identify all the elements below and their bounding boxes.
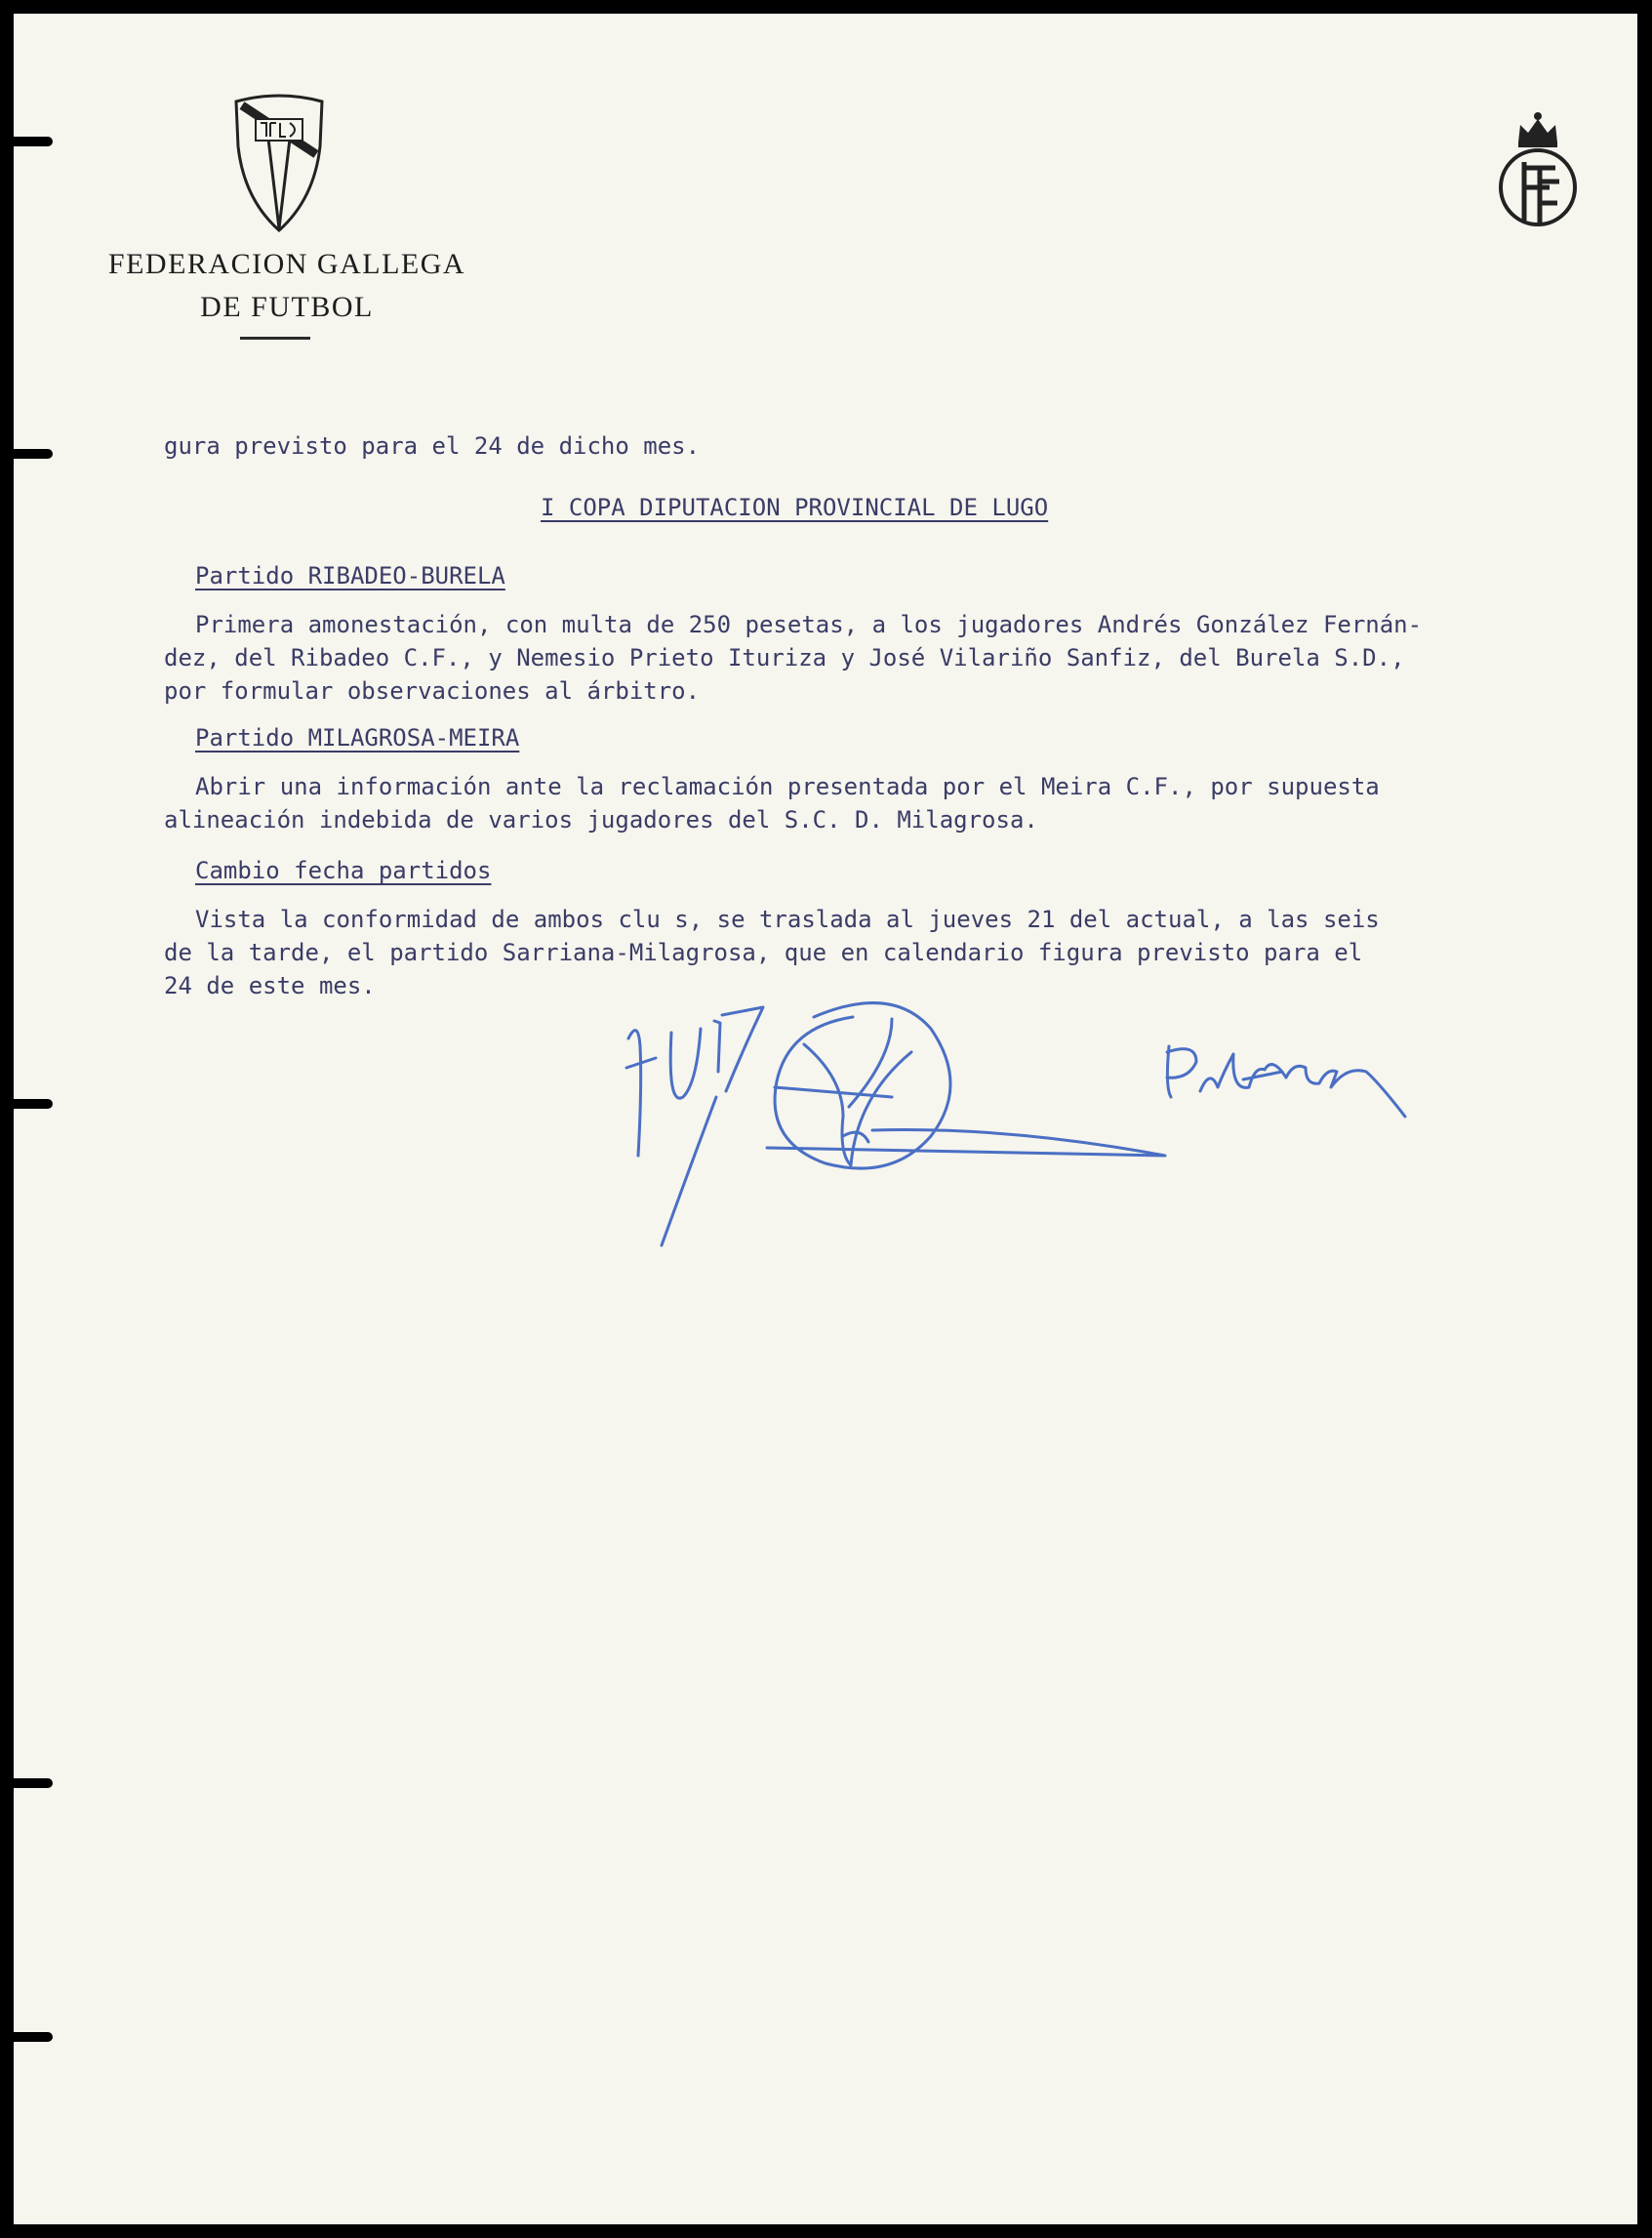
paragraph-line: Primera amonestación, con multa de 250 pesetas, a los jugadores Andrés González Fernán- bbox=[195, 611, 1423, 638]
signature-2 bbox=[767, 1003, 1165, 1169]
binder-hole bbox=[14, 2032, 53, 2042]
paragraph-line: Abrir una información ante la reclamación presentada por el Meira C.F., por supuesta bbox=[195, 773, 1380, 800]
main-heading: I COPA DIPUTACION PROVINCIAL DE LUGO bbox=[541, 494, 1049, 521]
binder-hole bbox=[14, 1778, 53, 1788]
binder-hole bbox=[14, 449, 53, 459]
section-heading: Partido RIBADEO-BURELA bbox=[195, 562, 505, 590]
org-name-line-1: FEDERACION GALLEGA bbox=[107, 248, 466, 280]
paragraph-line: por formular observaciones al árbitro. bbox=[164, 677, 701, 705]
federation-crest-icon bbox=[228, 92, 330, 236]
letterhead-rule bbox=[240, 337, 310, 340]
binder-hole bbox=[14, 1099, 53, 1109]
signatures bbox=[599, 990, 1536, 1282]
paragraph-line: Vista la conformidad de ambos clu s, se traslada al jueves 21 del actual, a las seis bbox=[195, 906, 1380, 933]
binder-hole bbox=[14, 137, 53, 146]
org-name-line-2: DE FUTBOL bbox=[200, 291, 374, 323]
document-page bbox=[14, 14, 1637, 2224]
crowned-monogram-icon bbox=[1489, 111, 1587, 238]
section-heading: Cambio fecha partidos bbox=[195, 857, 492, 884]
signature-1 bbox=[626, 1007, 763, 1245]
section-heading: Partido MILAGROSA-MEIRA bbox=[195, 724, 520, 752]
paragraph-line: de la tarde, el partido Sarriana-Milagrosa, que en calendario figura previsto para el bbox=[164, 939, 1363, 966]
signature-3 bbox=[1167, 1046, 1405, 1117]
continuation-line: gura previsto para el 24 de dicho mes. bbox=[164, 432, 701, 460]
paragraph-line: alineación indebida de varios jugadores del S.C. D. Milagrosa. bbox=[164, 806, 1038, 834]
paragraph-line: 24 de este mes. bbox=[164, 972, 376, 999]
paragraph-line: dez, del Ribadeo C.F., y Nemesio Prieto Ituriza y José Vilariño Sanfiz, del Burela S.D., bbox=[164, 644, 1405, 671]
